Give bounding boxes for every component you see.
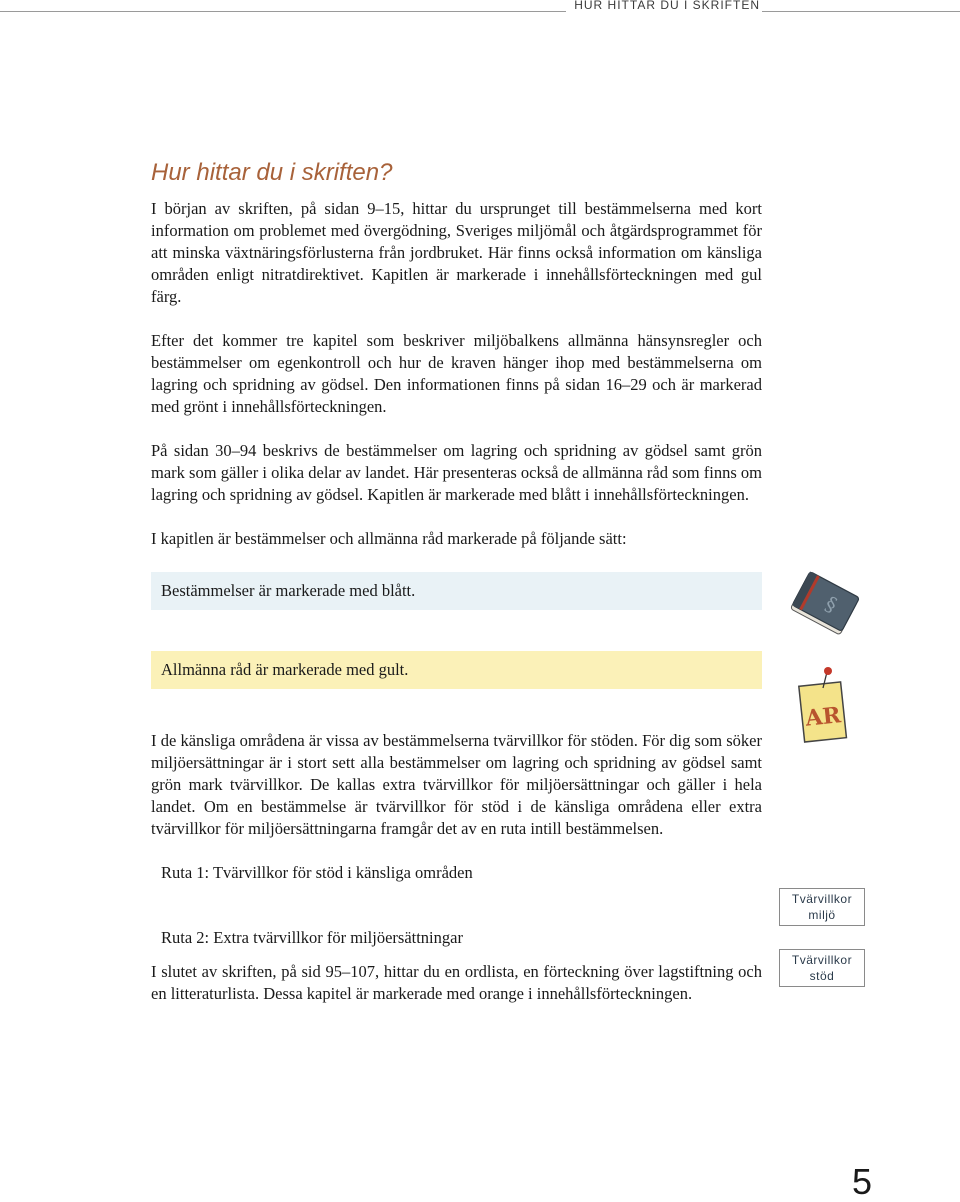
side-box-miljo <box>779 888 865 926</box>
advice-yellow-box: Allmänna råd är markerade med gult. <box>151 651 762 689</box>
route-2-line: Ruta 2: Extra tvärvillkor för miljöersättningar <box>161 928 463 947</box>
allmanna-rad-note-icon <box>794 666 850 746</box>
paragraph-marking-intro: I kapitlen är bestämmelser och allmänna råd markerade på följande sätt: <box>151 529 627 548</box>
header-rule <box>0 11 960 12</box>
svg-text:§: § <box>821 591 842 618</box>
regulations-blue-box: Bestämmelser är markerade med blått. <box>151 572 762 610</box>
paragraph-closing: I slutet av skriften, på sid 95–107, hittar du en ordlista, en förteckning över lagstiftning och en litteraturlista. Dessa kapitel är markerade med orange i innehållsförteckningen. <box>151 962 762 1003</box>
side-box-stod-line-1: Tvärvillkor <box>791 953 853 967</box>
route-1-line: Ruta 1: Tvärvillkor för stöd i känsliga områden <box>161 863 473 882</box>
running-header: HUR HITTAR DU I SKRIFTEN <box>566 0 762 12</box>
side-box-miljo-line-1: Tvärvillkor <box>791 892 853 906</box>
page-heading: Hur hittar du i skriften? <box>151 159 393 186</box>
svg-text:AR: AR <box>804 702 843 732</box>
paragraph-intro: I början av skriften, på sidan 9–15, hittar du ursprunget till bestämmelserna med kort information om problemet med övergödning, Sveriges miljömål och åtgärdsprogrammet för att minska växtnäringsförlusterna från jordbruket. Här finns också information om känsliga områden enligt nitratdirektivet. Kapitlen är markerade i innehållsförteckningen med gul färg. <box>151 199 762 306</box>
paragraph-cross-compliance: I de känsliga områdena är vissa av bestämmelserna tvärvillkor för stöden. För dig som söker miljöersättningar är i stort sett alla bestämmelser om lagring och spridning av gödsel samt grön mark tvärvillkor. De kallas extra tvärvillkor för miljöersättningar och gäller i hela landet. Om en bestämmelse är tvärvillkor för stöd i de känsliga områdena eller extra tvärvillkor för miljöersättningarna framgår det av en ruta intill bestämmelsen. <box>151 731 762 838</box>
paragraph-general-rules: Efter det kommer tre kapitel som beskriver miljöbalkens allmänna hänsynsregler och bestämmelser om egenkontroll och hur de kraven hänger ihop med bestämmelserna om lagring och spridning av gödsel. Den informationen finns på sidan 16–29 och är markerad med grönt i innehållsförteckningen. <box>151 331 762 416</box>
page-number: 5 <box>852 1161 873 1202</box>
law-book-icon <box>786 570 862 640</box>
main-content <box>151 158 762 1027</box>
side-box-miljo-line-2: miljö <box>808 908 836 922</box>
side-box-stod <box>779 949 865 987</box>
side-box-stod-line-2: stöd <box>809 969 835 983</box>
paragraph-regulations: På sidan 30–94 beskrivs de bestämmelser om lagring och spridning av gödsel samt grön mark som gäller i olika delar av landet. Här presenteras också de allmänna råd som finns om lagring och spridning av gödsel. Kapitlen är markerade med blått i innehållsförteckningen. <box>151 441 762 504</box>
